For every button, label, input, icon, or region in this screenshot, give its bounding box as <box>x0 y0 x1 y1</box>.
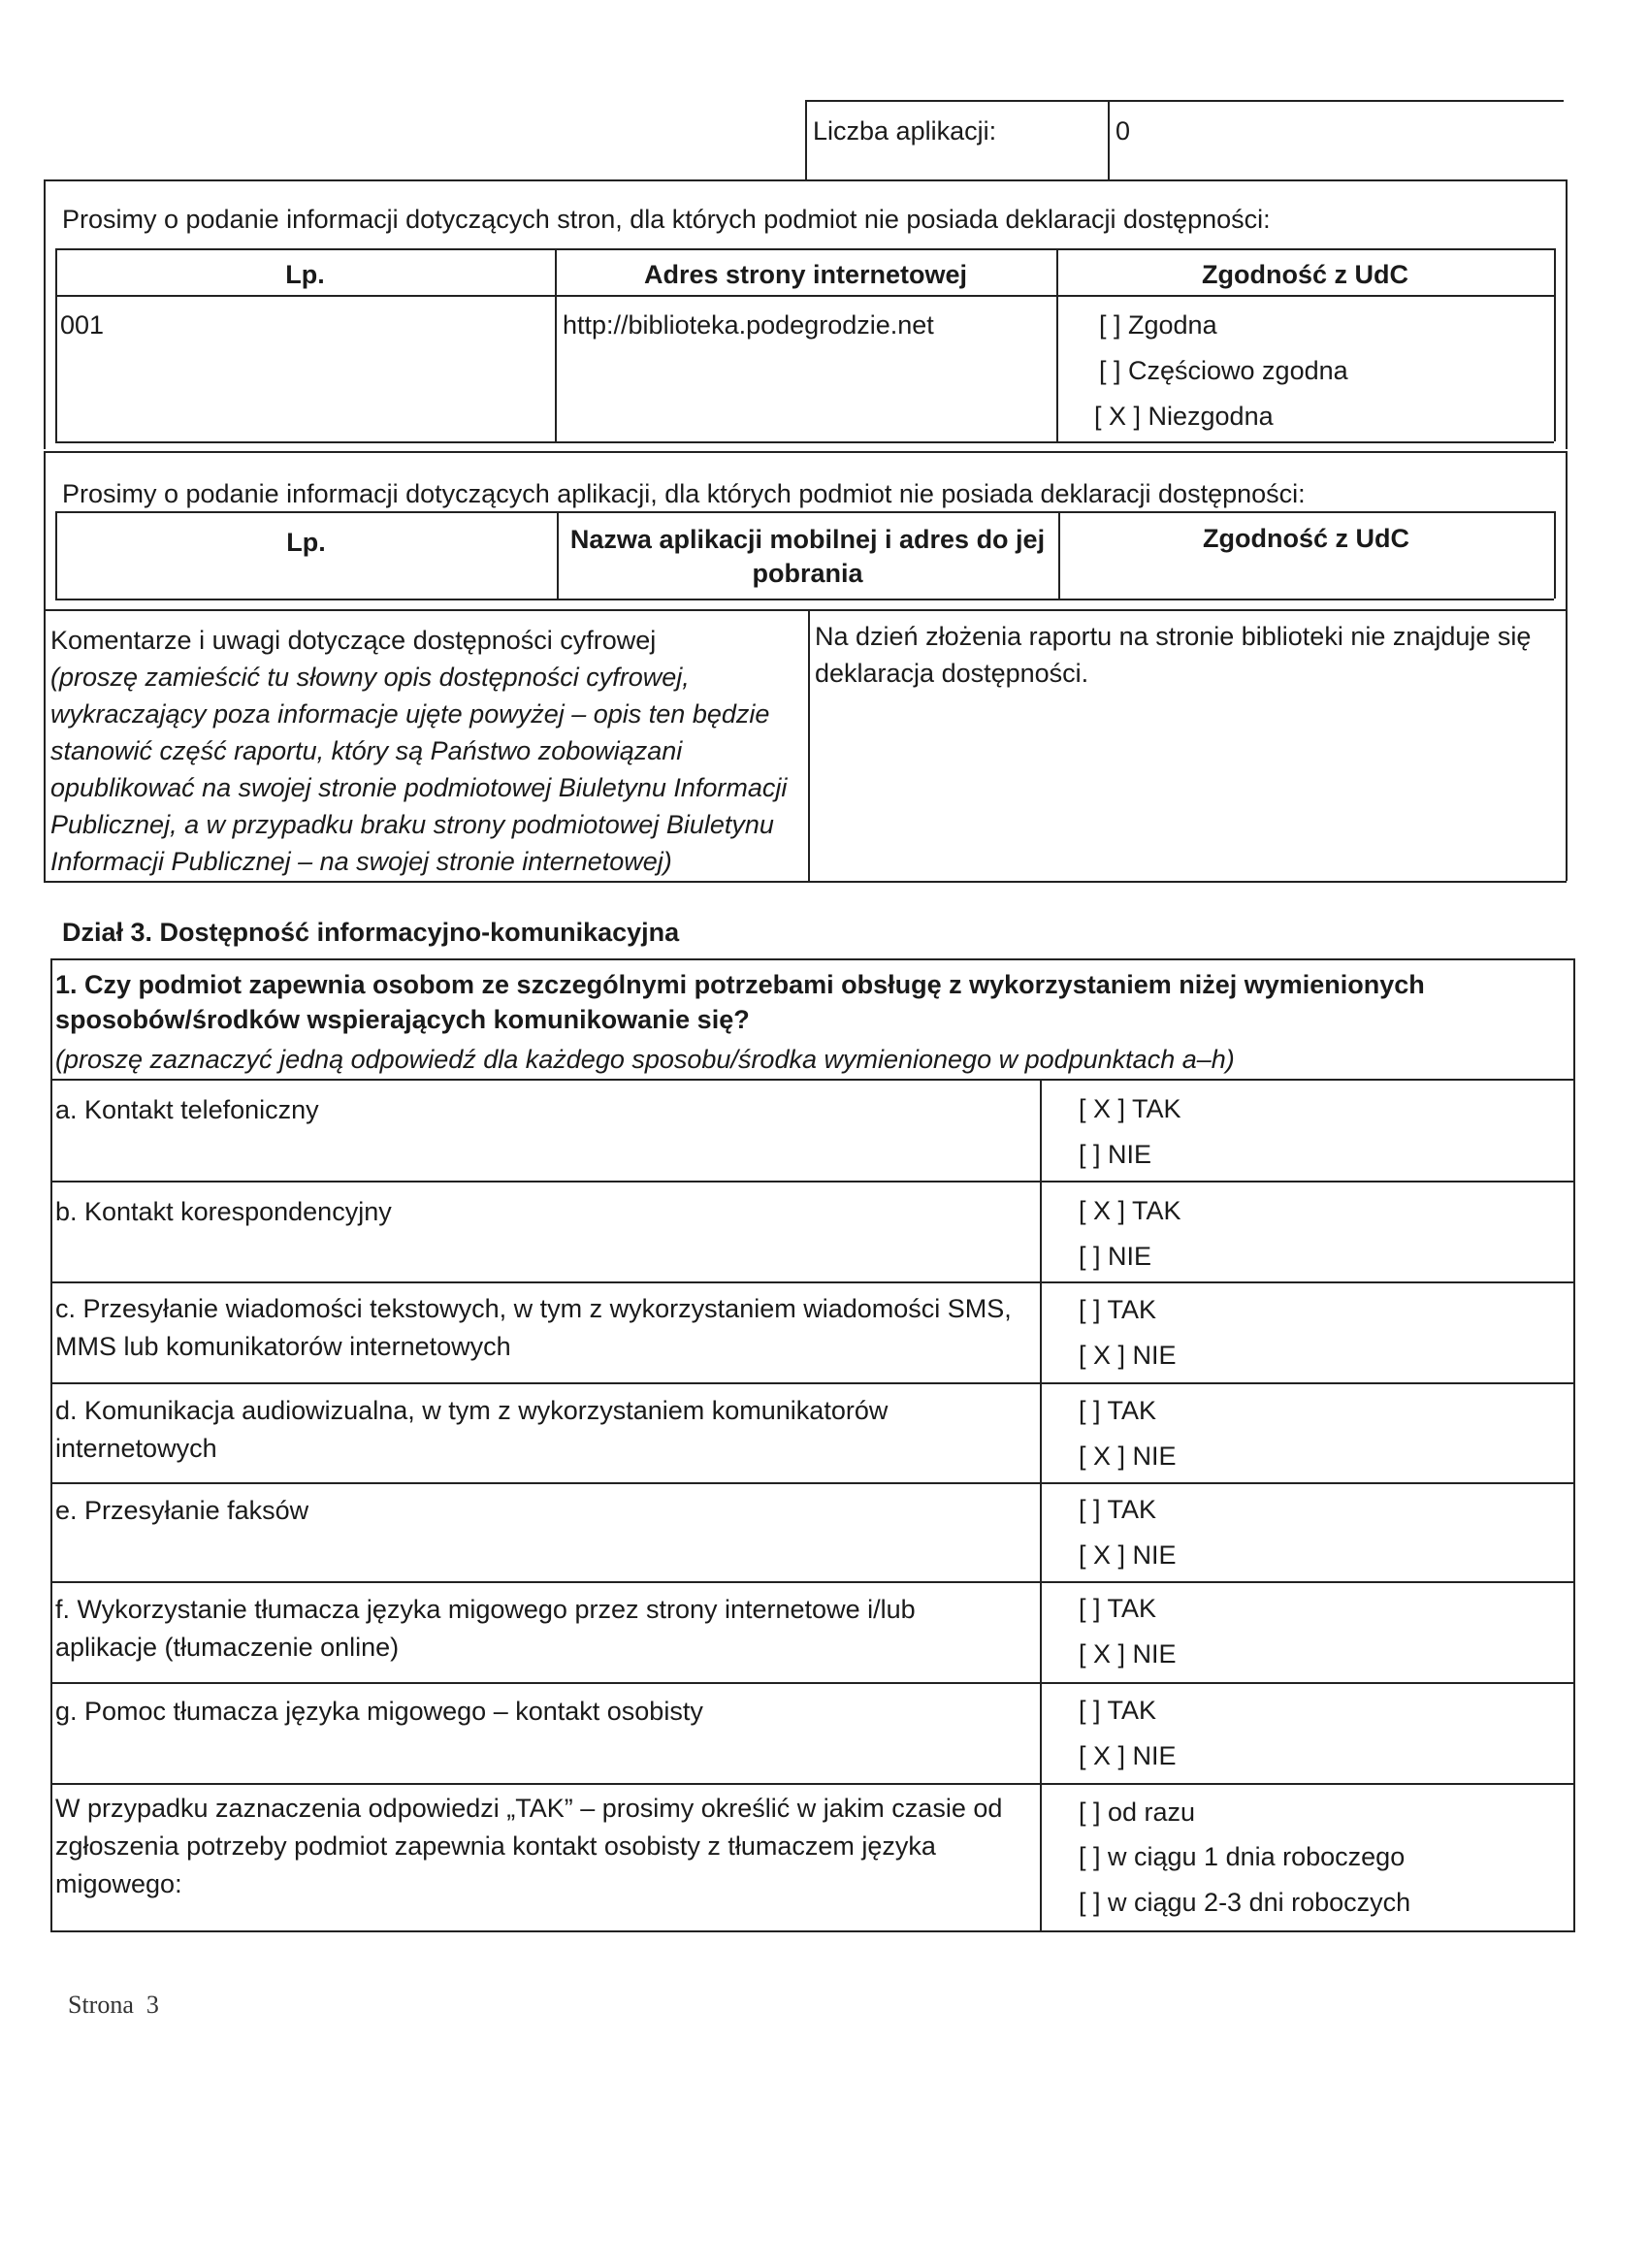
item-f-label: f. Wykorzystanie tłumacza języka migowego przez strony internetowe i/lub aplikacje (tłumaczenie online) <box>55 1595 916 1662</box>
item-e-label: e. Przesyłanie faksów <box>55 1496 309 1525</box>
item-e-yes[interactable]: [ ] TAK <box>1079 1495 1157 1524</box>
item-a-yes[interactable]: [ X ] TAK <box>1079 1094 1181 1123</box>
applications-header-compliance: Zgodność z UdC <box>1203 524 1409 553</box>
item-e-no[interactable]: [ X ] NIE <box>1079 1540 1177 1570</box>
applications-header-lp: Lp. <box>286 528 326 557</box>
item-c-no[interactable]: [ X ] NIE <box>1079 1341 1177 1370</box>
item-c-label: c. Przesyłanie wiadomości tekstowych, w tym z wykorzystaniem wiadomości SMS, MMS lub komunikatorów internetowych <box>55 1294 1012 1361</box>
applications-header-name: Nazwa aplikacji mobilnej i adres do jej pobrania <box>569 525 1046 588</box>
section3-question: 1. Czy podmiot zapewnia osobom ze szczególnymi potrzebami obsługę z wykorzystaniem niżej wymienionych sposobów/środków wspierających komunikowanie się? <box>55 970 1425 1034</box>
app-count-value: 0 <box>1116 116 1131 146</box>
item-b-no[interactable]: [ ] NIE <box>1079 1242 1152 1271</box>
page-number: Strona 3 <box>68 1991 159 2019</box>
section3-instruction: (proszę zaznaczyć jedną odpowiedź dla każdego sposobu/środka wymienionego w podpunktach a–h) <box>55 1045 1235 1074</box>
websites-header-compliance: Zgodność z UdC <box>1202 260 1408 289</box>
website-row-address: http://biblioteka.podegrodzie.net <box>563 310 934 340</box>
app-count-label: Liczba aplikacji: <box>813 116 997 146</box>
item-f-yes[interactable]: [ ] TAK <box>1079 1594 1157 1623</box>
item-a-label: a. Kontakt telefoniczny <box>55 1095 319 1124</box>
item-f-no[interactable]: [ X ] NIE <box>1079 1639 1177 1669</box>
website-row-lp: 001 <box>60 310 105 340</box>
followup-option-2-3-days[interactable]: [ ] w ciągu 2-3 dni roboczych <box>1079 1888 1411 1917</box>
websites-intro: Prosimy o podanie informacji dotyczących stron, dla których podmiot nie posiada deklaracji dostępności: <box>62 205 1271 234</box>
item-b-label: b. Kontakt korespondencyjny <box>55 1197 392 1226</box>
comments-value[interactable]: Na dzień złożenia raportu na stronie biblioteki nie znajduje się deklaracja dostępności. <box>815 622 1532 688</box>
item-c-yes[interactable]: [ ] TAK <box>1079 1295 1157 1324</box>
item-d-yes[interactable]: [ ] TAK <box>1079 1396 1157 1425</box>
websites-header-lp: Lp. <box>285 260 325 289</box>
item-g-yes[interactable]: [ ] TAK <box>1079 1696 1157 1725</box>
applications-intro: Prosimy o podanie informacji dotyczących aplikacji, dla których podmiot nie posiada deklaracji dostępności: <box>62 479 1306 508</box>
section3-title: Dział 3. Dostępność informacyjno-komunikacyjna <box>62 918 680 947</box>
compliance-option-partial[interactable]: [ ] Częściowo zgodna <box>1099 356 1348 385</box>
comments-hint: (proszę zamieścić tu słowny opis dostępności cyfrowej, wykraczający poza informacje ujęte powyżej – opis ten będzie stanowić część raportu, który są Państwo zobowiązani opublikować na swojej stronie podmiotowej Biuletynu Informacji Publicznej, a w przypadku braku strony podmiotowej Biuletynu Informacji Publicznej – na swojej stronie internetowej) <box>50 663 788 876</box>
item-d-label: d. Komunikacja audiowizualna, w tym z wykorzystaniem komunikatorów internetowych <box>55 1396 889 1463</box>
followup-option-immediately[interactable]: [ ] od razu <box>1079 1798 1196 1827</box>
item-a-no[interactable]: [ ] NIE <box>1079 1140 1152 1169</box>
item-g-label: g. Pomoc tłumacza języka migowego – kontakt osobisty <box>55 1697 703 1726</box>
followup-option-1-day[interactable]: [ ] w ciągu 1 dnia roboczego <box>1079 1842 1406 1871</box>
compliance-option-full[interactable]: [ ] Zgodna <box>1099 310 1217 340</box>
item-b-yes[interactable]: [ X ] TAK <box>1079 1196 1181 1225</box>
comments-label <box>50 622 805 880</box>
websites-header-address: Adres strony internetowej <box>643 260 968 289</box>
followup-label: W przypadku zaznaczenia odpowiedzi „TAK” – prosimy określić w jakim czasie od zgłoszenia potrzeby podmiot zapewnia kontakt osobisty z tłumaczem języka migowego: <box>55 1794 1003 1898</box>
item-d-no[interactable]: [ X ] NIE <box>1079 1442 1177 1471</box>
compliance-option-none[interactable]: [ X ] Niezgodna <box>1094 402 1274 431</box>
comments-label-text: Komentarze i uwagi dotyczące dostępności cyfrowej <box>50 626 657 655</box>
item-g-no[interactable]: [ X ] NIE <box>1079 1741 1177 1770</box>
